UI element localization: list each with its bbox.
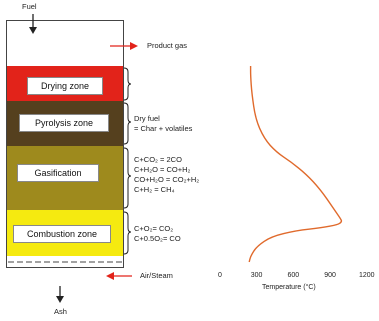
ash-label: Ash: [54, 307, 67, 316]
pyrolysis-zone-label: Pyrolysis zone: [19, 114, 109, 132]
combustion-zone-label: Combustion zone: [13, 225, 111, 243]
fuel-label: Fuel: [22, 2, 37, 11]
gasification-reaction-3: CO+H₂O = CO₂+H₂: [134, 175, 200, 184]
x-tick-label-600: 600: [287, 272, 300, 279]
product-gas-label: Product gas: [147, 41, 188, 50]
combustion-reaction-1: C+O₂= CO₂: [134, 224, 174, 233]
gasification-zone-label: Gasification: [17, 164, 99, 182]
temperature-curve: [249, 66, 341, 262]
combustion-reaction-2: C+0.5O₂= CO: [134, 234, 181, 243]
x-axis-title: Temperature (°C): [262, 284, 316, 291]
pyrolysis-note-1: Dry fuel: [134, 114, 160, 123]
gasification-reaction-4: C+H₂ = CH₄: [134, 185, 175, 194]
air-steam-arrow: [106, 272, 132, 280]
gasification-reaction-1: C+CO₂ = 2CO: [134, 155, 182, 164]
air-steam-label: Air/Steam: [140, 271, 173, 280]
ash-arrow: [56, 286, 64, 303]
drying-bracket: [124, 68, 131, 100]
pyrolysis-bracket: [124, 103, 131, 144]
pyrolysis-note-2: = Char + volatiles: [134, 124, 193, 133]
drying-zone-label: Drying zone: [27, 77, 103, 95]
x-tick-label-1200: 1200: [359, 272, 375, 279]
x-tick-label-0: 0: [218, 272, 222, 279]
x-tick-label-300: 300: [250, 272, 263, 279]
combustion-bracket: [124, 212, 131, 254]
x-tick-label-900: 900: [324, 272, 336, 279]
gasification-bracket: [124, 148, 131, 208]
gasification-reaction-2: C+H₂O = CO+H₂: [134, 165, 191, 174]
